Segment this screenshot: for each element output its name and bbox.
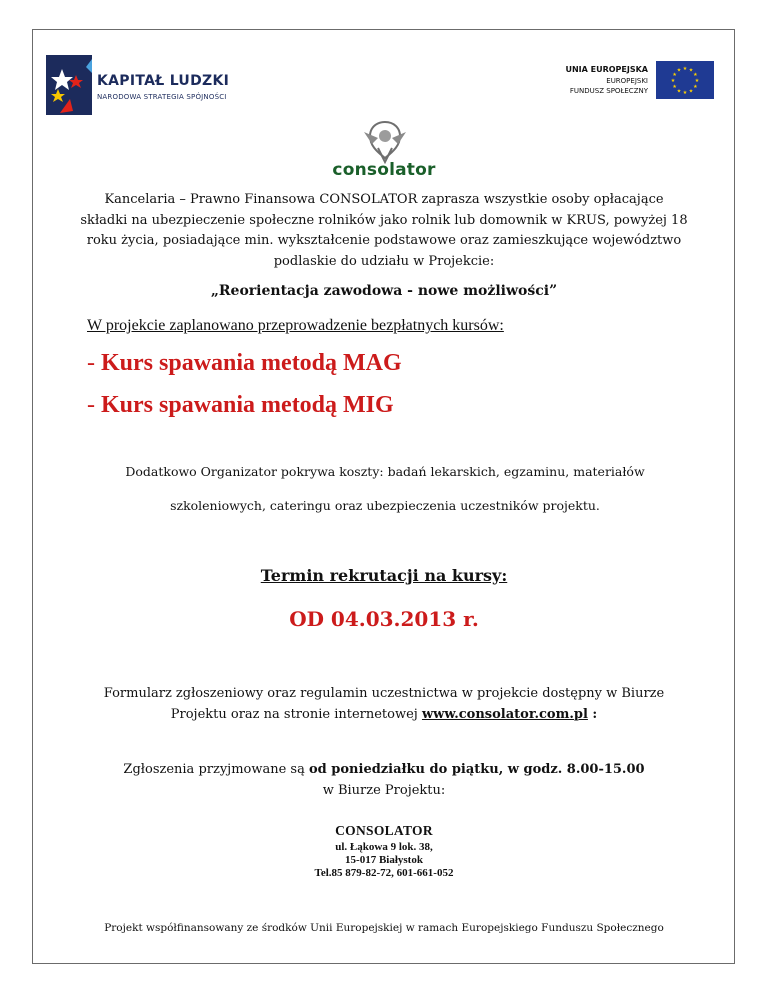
eu-star-icon: ★ — [672, 84, 677, 90]
application-hours — [80, 762, 688, 777]
address-phone: Tel.85 879-82-72, 601-661-052 — [314, 867, 454, 879]
eu-stars-icon — [656, 61, 714, 99]
application-hours-bold: od poniedziałku do piątku, w godz. 8.00-15.00 — [309, 762, 645, 777]
extra-costs-line1: Dodatkowo Organizator pokrywa koszty: badań lekarskich, egzaminu, materiałów — [125, 464, 645, 479]
course-dash: - — [87, 350, 95, 376]
project-title: „Reorientacja zawodowa - nowe możliwości” — [210, 283, 558, 299]
eu-star-icon: ★ — [694, 78, 700, 84]
eu-star-icon: ★ — [676, 67, 682, 74]
emblem-center — [379, 130, 391, 142]
eu-star-icon: ★ — [688, 88, 694, 95]
extra-costs-line2: szkoleniowych, cateringu oraz ubezpieczenia uczestników projektu. — [170, 498, 600, 513]
eu-fund-line2: FUNDUSZ SPOŁECZNY — [569, 87, 648, 95]
consolator-emblem-icon — [358, 118, 412, 164]
course-label: Kurs spawania metodą MAG — [101, 350, 402, 376]
eu-flag-icon — [656, 61, 714, 99]
planned-courses-heading: W projekcie zaplanowano przeprowadzenie bezpłatnych kursów: — [87, 317, 504, 334]
eu-star-icon: ★ — [693, 72, 698, 78]
address-city: 15-017 Białystok — [345, 854, 423, 866]
course-item — [87, 350, 402, 377]
kl-title: KAPITAŁ LUDZKI — [97, 73, 230, 89]
eu-star-icon: ★ — [682, 90, 688, 96]
intro-paragraph: Kancelaria – Prawno Finansowa CONSOLATOR zaprasza wszystkie osoby opłacające składki na ubezpieczenie społeczne rolników jako rolnik lub domownik w KRUS, powyżej 18 roku życia, posiadające min. wykształcenie podstawowe oraz zamieszkujące województwo podlaskie do udziału w Projekcie: — [80, 192, 688, 269]
application-location: w Biurze Projektu: — [322, 783, 446, 798]
form-info — [80, 683, 688, 725]
consolator-wordmark: consolator — [332, 160, 436, 180]
form-info-post: : — [587, 707, 598, 722]
eu-star-icon: ★ — [672, 72, 677, 78]
eu-star-icon: ★ — [688, 67, 694, 74]
website-link[interactable]: www.consolator.com.pl — [421, 707, 588, 722]
eu-title: UNIA EUROPEJSKA — [565, 65, 648, 74]
form-info-pre: Projektu oraz na stronie internetowej — [170, 707, 418, 722]
kl-subtitle: NARODOWA STRATEGIA SPÓJNOŚCI — [97, 93, 227, 101]
eu-star-icon: ★ — [670, 78, 676, 84]
recruitment-term-label: Termin rekrutacji na kursy: — [260, 566, 508, 585]
form-info-line1: Formularz zgłoszeniowy oraz regulamin uczestnictwa w projekcie dostępny w Biurze — [103, 686, 665, 701]
eu-star-icon: ★ — [693, 84, 698, 90]
eu-star-icon: ★ — [676, 88, 682, 95]
eu-star-icon: ★ — [682, 66, 688, 72]
footer-note: Projekt współfinansowany ze środków Unii Europejskiej w ramach Europejskiego Funduszu Społecznego — [104, 922, 664, 934]
address-name: CONSOLATOR — [335, 823, 433, 838]
recruitment-term-date: OD 04.03.2013 r. — [289, 607, 479, 631]
address-street: ul. Łąkowa 9 lok. 38, — [335, 841, 433, 853]
application-pre: Zgłoszenia przyjmowane są — [123, 762, 305, 777]
course-label: Kurs spawania metodą MIG — [101, 392, 394, 418]
eu-fund-line1: EUROPEJSKI — [606, 77, 648, 85]
course-dash: - — [87, 392, 95, 418]
course-item — [87, 392, 394, 419]
form-info-line2 — [80, 704, 688, 725]
